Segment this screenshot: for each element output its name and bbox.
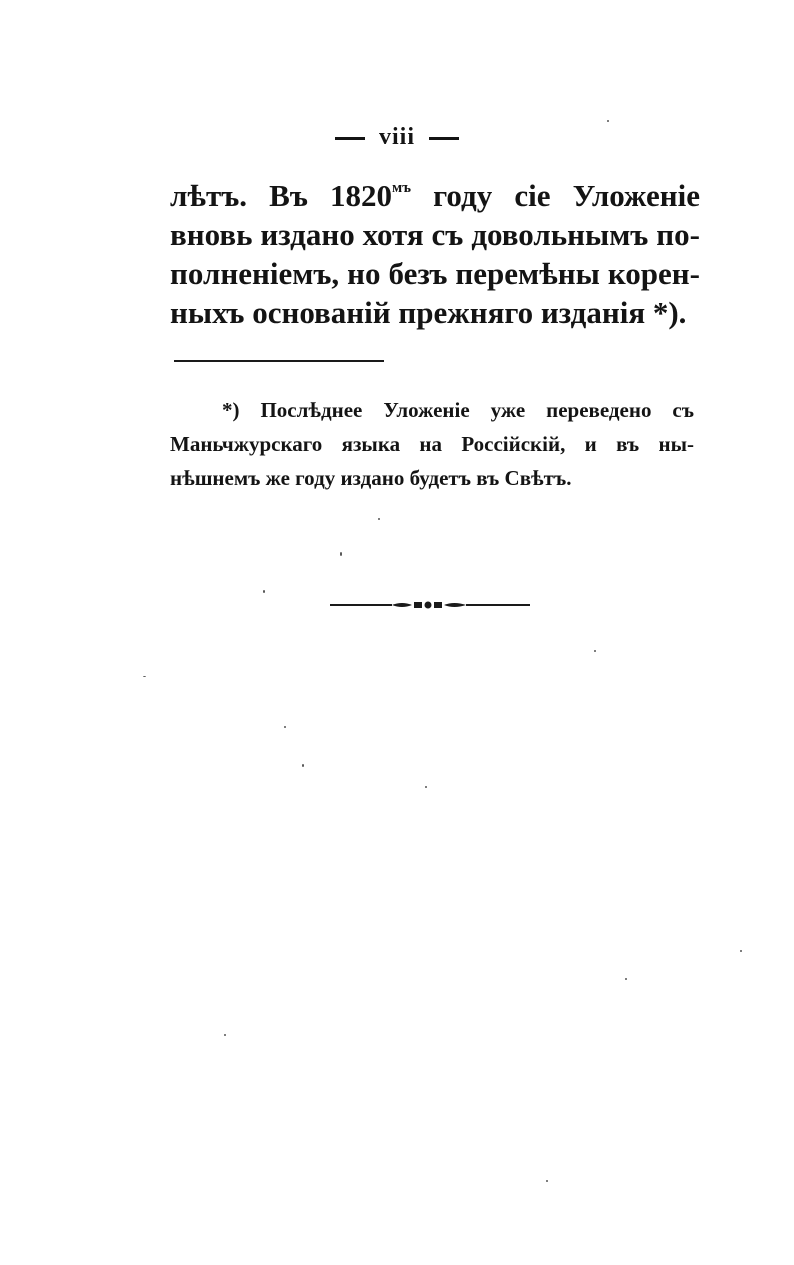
scan-speck [340, 552, 342, 556]
footnote [170, 393, 694, 495]
scan-speck [143, 676, 146, 677]
scan-speck [425, 786, 427, 788]
scan-speck [224, 1034, 226, 1036]
scan-speck [625, 978, 627, 980]
page-header [0, 124, 794, 151]
scan-speck [607, 120, 609, 122]
scan-speck [740, 950, 742, 952]
scan-speck [284, 726, 286, 728]
footnote-line-3: нѣшнемъ же году издано будетъ въ Свѣтъ. [170, 466, 572, 490]
scan-speck [302, 764, 304, 767]
scan-speck [546, 1180, 548, 1182]
main-paragraph [170, 176, 700, 332]
main-line-4: ныхъ основаній прежняго изданія *). [170, 295, 687, 330]
main-line-1 [170, 176, 700, 215]
year-suffix: мъ [392, 180, 411, 196]
main-line-3: полненіемъ, но безъ перемѣны корен- [170, 256, 700, 291]
scan-speck [594, 650, 596, 652]
page-number: viii [378, 124, 415, 150]
scan-speck [378, 518, 380, 520]
scan-speck [263, 590, 265, 593]
main-line-1-start: лѣтъ. Въ 1820 [170, 178, 393, 213]
footnote-line-2: Маньчжурскаго языка на Россійскій, и въ ны- [170, 432, 694, 456]
header-dash-left [335, 137, 365, 140]
main-line-1-rest: году сіе Уложеніе [411, 178, 700, 213]
header-dash-right [429, 137, 459, 140]
footnote-line-1: *) Послѣднее Уложеніе уже переведено съ [222, 398, 694, 422]
footnote-divider [174, 360, 384, 362]
main-line-2: вновь издано хотя съ довольнымъ по- [170, 217, 700, 252]
end-ornament [330, 598, 530, 612]
